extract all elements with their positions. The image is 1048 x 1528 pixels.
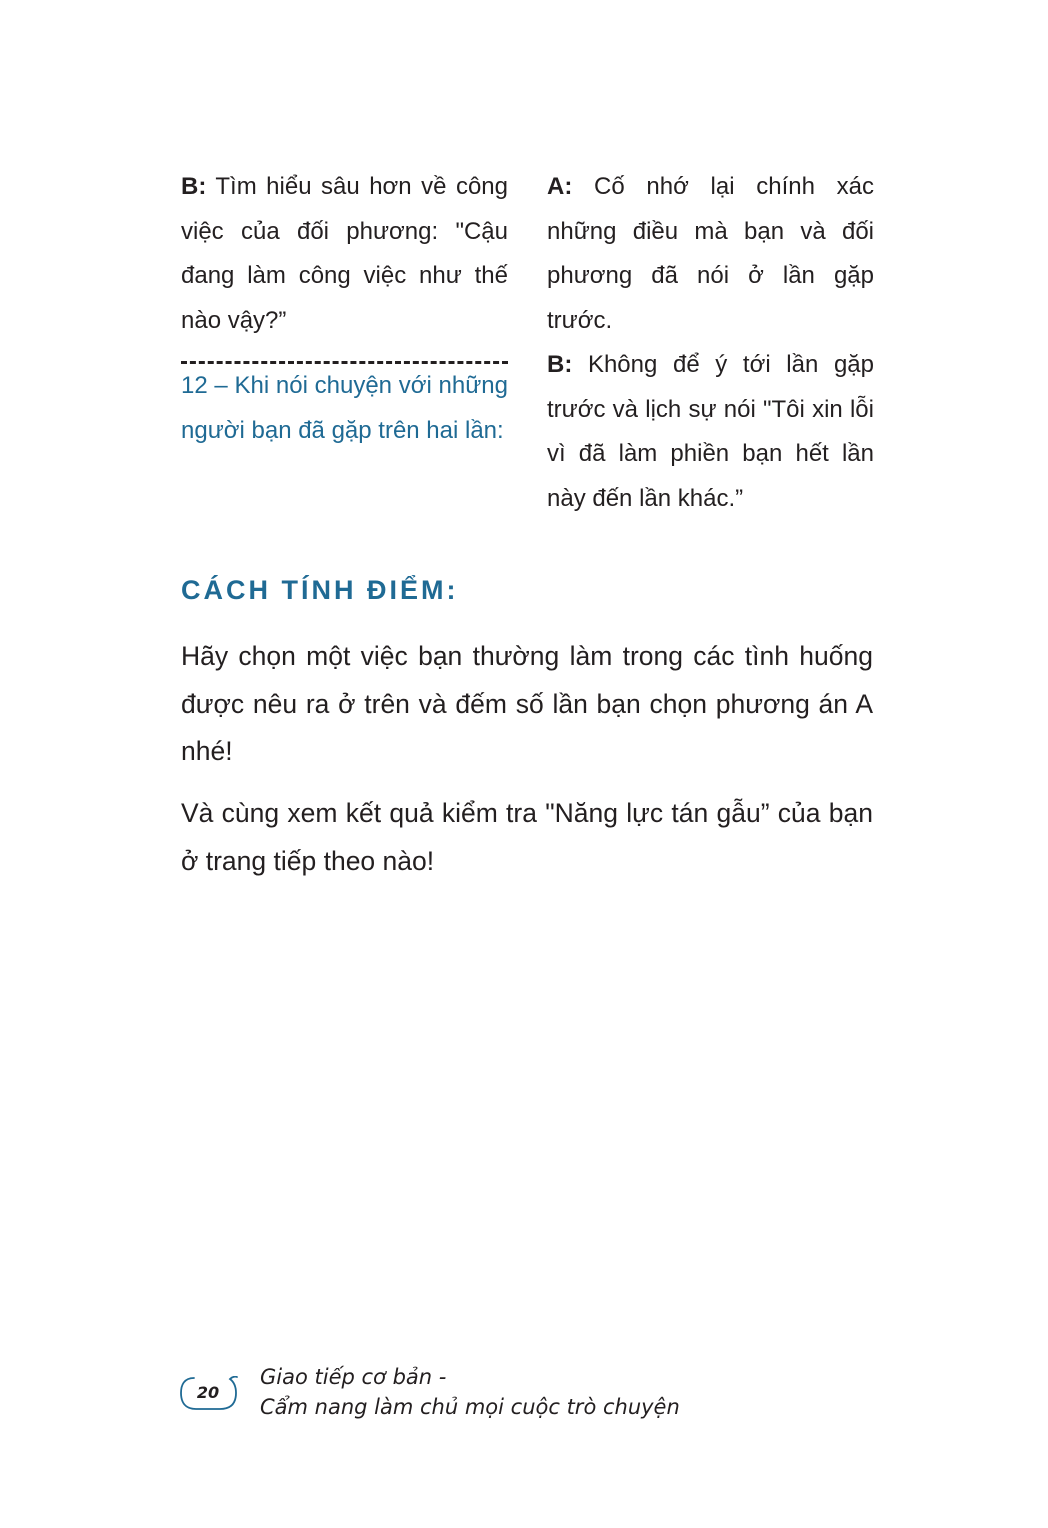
book-title-line-2: Cẩm nang làm chủ mọi cuộc trò chuyện	[260, 1395, 680, 1419]
page-number: 20	[196, 1383, 220, 1402]
scoring-paragraph-2: Và cùng xem kết quả kiểm tra "Năng lực tán gẫu” của bạn ở trang tiếp theo nào!	[181, 798, 873, 876]
option-b-right	[547, 343, 874, 521]
left-column	[181, 165, 508, 453]
question-12: 12 – Khi nói chuyện với những người bạn đã gặp trên hai lần:	[181, 372, 508, 444]
option-letter: B:	[181, 173, 207, 200]
right-column	[547, 165, 874, 521]
option-letter: B:	[547, 351, 573, 378]
scoring-heading: CÁCH TÍNH ĐIỂM:	[181, 575, 459, 605]
page-number-badge	[180, 1376, 236, 1410]
page-footer	[180, 1360, 740, 1424]
option-letter: A:	[547, 173, 573, 200]
option-text: Tìm hiểu sâu hơn về công việc của đối phương: "Cậu đang làm công việc như thế nào vậy?”	[181, 173, 508, 334]
scoring-paragraph-1: Hãy chọn một việc bạn thường làm trong các tình huống được nêu ra ở trên và đếm số lần bạn chọn phương án A nhé!	[181, 641, 873, 766]
book-title	[260, 1362, 680, 1422]
book-title-line-1: Giao tiếp cơ bản -	[260, 1365, 447, 1389]
option-text: Không để ý tới lần gặp trước và lịch sự nói "Tôi xin lỗi vì đã làm phiền bạn hết lần này đến lần khác.”	[547, 351, 874, 512]
option-text: Cố nhớ lại chính xác những điều mà bạn và đối phương đã nói ở lần gặp trước.	[547, 173, 874, 334]
option-a-right	[547, 165, 874, 343]
option-b-left	[181, 165, 508, 343]
